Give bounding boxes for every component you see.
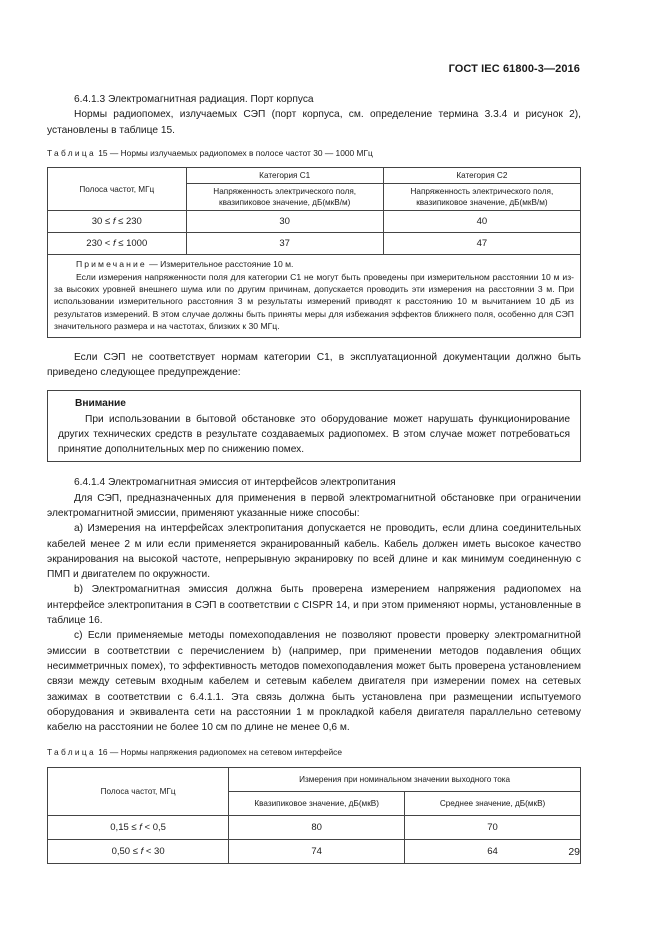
list-item-c: с) Если применяемые методы помехоподавления не позволяют провести проверку электромагнитной эмиссии в соответствии с перечислением b) (например, при применении методов подавления общих несимметричных помех), то эффективность методов помехоподавления может быть проверена установлением связи между сетевым входным кабелем и сетевым кабелем двигателя при измерении помех на сетевых зажимах в соответствии с 6.4.1.1. Эта связь должна быть установлена при размещении испытуемого оборудования и эквивалента сети на расстоянии 1 м прокладкой кабеля двигателя параллельно сетевому кабелю на расстоянии не более 10 см по длине не менее 0,6 м. (47, 630, 581, 734)
quasi-peak-value-cell: 80 (229, 815, 405, 839)
warning-title: Внимание (75, 398, 126, 410)
paragraph: Для СЭП, предназначенных для применения в первой электромагнитной обстановке при ограничении электромагнитной эмиссии, применяют указанные ниже способы: (47, 492, 581, 519)
caption-word: Таблица (47, 747, 96, 758)
page-content (47, 92, 581, 864)
frequency-cell: 230 < f ≤ 1000 (48, 233, 187, 255)
quasi-peak-value-cell: 74 (229, 839, 405, 863)
frequency-cell: 30 ≤ f ≤ 230 (48, 211, 187, 233)
document-code: ГОСТ IEC 61800-3—2016 (448, 63, 580, 75)
table-row (48, 211, 581, 233)
list-item-b: b) Электромагнитная эмиссия должна быть проверена измерением напряжения радиопомех на интерфейсе электропитания в СЭП в соответствии с CISPR 14, и при этом применяют нормы, установленные в таблице 16. (47, 584, 581, 627)
subheader-c1: Напряженность электрического поля, квазипиковое значение, дБ(мкВ/м) (186, 184, 383, 211)
column-header-frequency: Полоса частот, МГц (48, 767, 229, 815)
warning-box (47, 390, 581, 462)
caption-text: 15 — Нормы излучаемых радиопомех в полосе частот 30 — 1000 МГц (98, 147, 373, 158)
c1-value-cell: 37 (186, 233, 383, 255)
table-note (48, 255, 581, 337)
caption-word: Таблица (47, 147, 96, 158)
subheader-average: Среднее значение, дБ(мкВ) (405, 791, 581, 815)
c1-value-cell: 30 (186, 211, 383, 233)
note-body: Если измерения напряженности поля для категории С1 не могут быть проведены при измерительном расстоянии 10 м из-за высоких уровней внешнего шума или по другим причинам, допускается проводить эти измерения на расстоянии 3 м. При использовании измерительного расстояния 3 м результаты измерений приводят к расстоянию 10 м вычитанием 10 дБ из результатов измерений. В этом случае должны быть приняты меры для избежания эффектов ближнего поля, особенно для СЭП значительного размера и на частотах, близких к 30 МГц. (54, 271, 574, 332)
page-number: 29 (568, 846, 580, 858)
section-heading-6413: 6.4.1.3 Электромагнитная радиация. Порт корпуса (74, 94, 314, 105)
table-15 (47, 167, 581, 337)
c2-value-cell: 47 (383, 233, 580, 255)
table-16 (47, 767, 581, 864)
frequency-cell: 0,15 ≤ f < 0,5 (48, 815, 229, 839)
paragraph: Если СЭП не соответствует нормам категории С1, в эксплуатационной документации должно быть приведено следующее предупреждение: (47, 351, 581, 378)
list-item-a: а) Измерения на интерфейсах электропитания допускается не проводить, если длина соединительных кабелей менее 2 м или если применяется экранированный кабель. Кабель должен иметь высокое качество экранирования на высокой частоте, непрерывную экранировку по всей длине и как минимум соединенную с ПМП и двигателем по окружности. (47, 523, 581, 581)
note-first-line: Примечание — Измерительное расстояние 10 м. (76, 259, 294, 270)
table-row (48, 815, 581, 839)
column-header-category-c2: Категория С2 (383, 168, 580, 184)
subheader-c2: Напряженность электрического поля, квазипиковое значение, дБ(мкВ/м) (383, 184, 580, 211)
column-group-header: Измерения при номинальном значении выходного тока (229, 767, 581, 791)
average-value-cell: 70 (405, 815, 581, 839)
section-heading-6414: 6.4.1.4 Электромагнитная эмиссия от интерфейсов электропитания (74, 477, 396, 489)
average-value-cell: 64 (405, 839, 581, 863)
c2-value-cell: 40 (383, 211, 580, 233)
table-caption (47, 146, 581, 161)
table-row (48, 839, 581, 863)
paragraph: Нормы радиопомех, излучаемых СЭП (порт корпуса, см. определение термина 3.3.4 и рисунок 2), установлены в таблице 15. (47, 109, 581, 136)
caption-text: 16 — Нормы напряжения радиопомех на сетевом интерфейсе (98, 747, 343, 758)
table-row (48, 233, 581, 255)
subheader-quasi-peak: Квазипиковое значение, дБ(мкВ) (229, 791, 405, 815)
column-header-category-c1: Категория С1 (186, 168, 383, 184)
frequency-cell: 0,50 ≤ f < 30 (48, 839, 229, 863)
warning-text: При использовании в бытовой обстановке это оборудование может нарушать функционирование других технических средств в результате создаваемых радиопомех. В этом случае может потребоваться принятие дополнительных мер по снижению помех. (58, 413, 570, 456)
note-label: Примечание (76, 259, 147, 270)
column-header-frequency: Полоса частот, МГц (48, 168, 187, 211)
table-caption (47, 745, 581, 760)
